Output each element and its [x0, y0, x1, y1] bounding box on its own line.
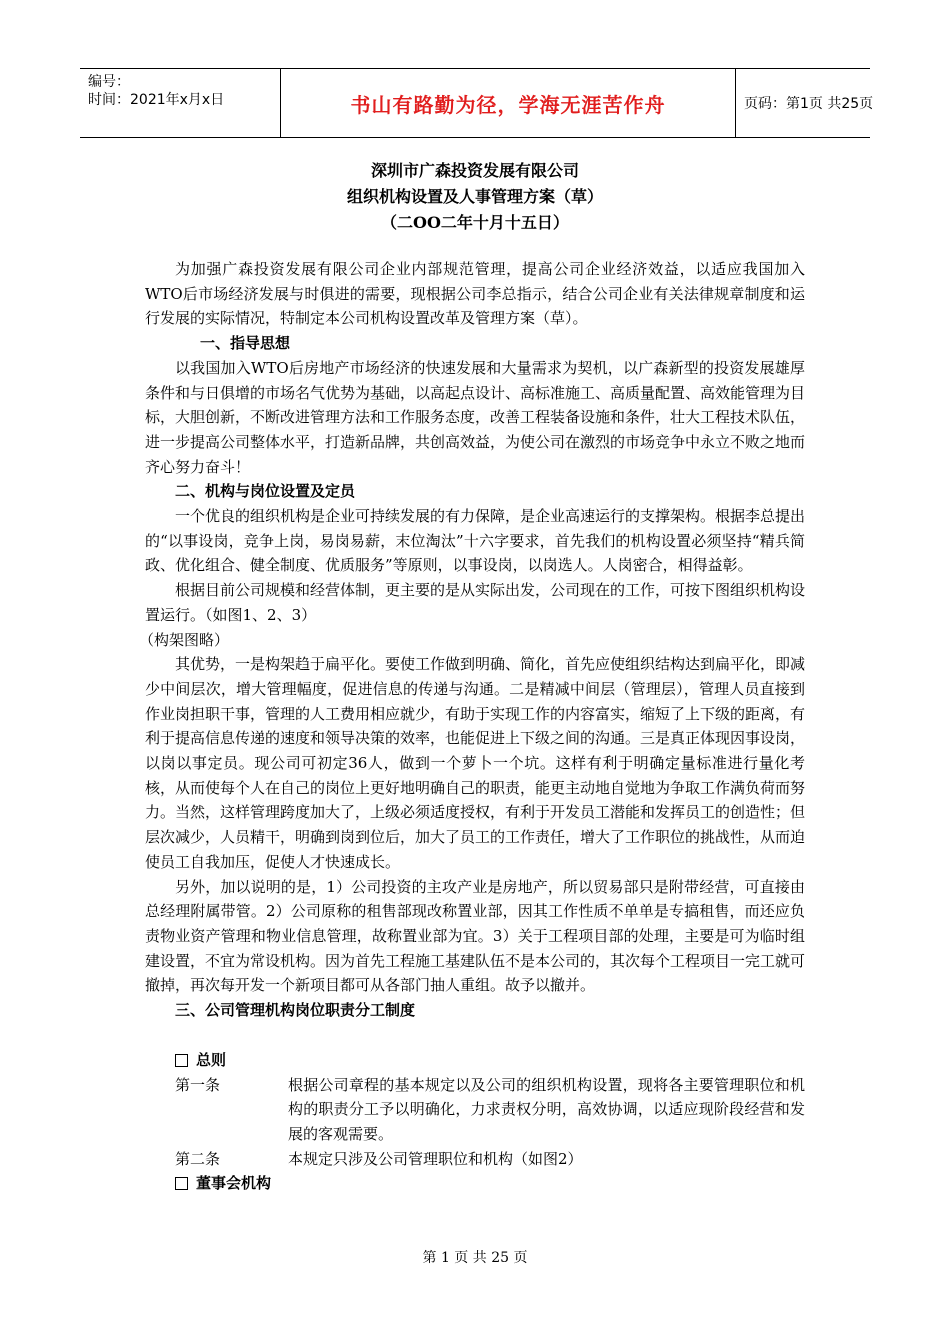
article-label: 第二条	[175, 1149, 221, 1168]
article-label: 第一条	[175, 1075, 221, 1094]
paragraph: 一个优良的组织机构是企业可持续发展的有力保障，是企业高速运行的支撑架构。根据李总提出的“以事设岗，竞争上岗，易岗易薪，末位淘汰”十六字要求，首先我们的机构设置必须坚持“精兵简政、优化组合、健全制度、优质服务”等原则，以事设岗，以岗选人。人岗密合，相得益彰。	[145, 507, 806, 575]
page-info: 页码：第1页 共25页	[744, 96, 874, 112]
section-heading-1: 一、指导思想	[200, 334, 291, 353]
document-date: （二OO二年十月十五日）	[381, 213, 569, 232]
section-heading-3: 三、公司管理机构岗位职责分工制度	[175, 1001, 416, 1020]
document-title: 组织机构设置及人事管理方案（草）	[346, 187, 603, 206]
paragraph: 其优势，一是构架趋于扁平化。要使工作做到明确、简化，首先应使组织结构达到扁平化，即减少中间层次，增大管理幅度，促进信息的传递与沟通。二是精减中间层（管理层），管理人员直接到作业岗担职干事，管理的人工费用相应就少，有助于实现工作的内容富实，缩短了上下级的距离，有利于提高信息传递的速度和领导决策的效率，也能促进上下级之间的沟通。三是真正体现因事设岗，以岗以事定员。现公司可初定36人，做到一个萝卜一个坑。这样有利于明确定量标准进行量化考核，从而使每个人在自己的岗位上更好地明确自己的职责，能更主动地自觉地为争取工作满负荷而努力。当然，这样管理跨度加大了，上级必须适度授权，有利于开发员工潜能和发挥员工的创造性；但层次减少，人员精干，明确到岗到位后，加大了员工的工作责任，增大了工作职位的挑战性，从而迫使员工自我加压，促使人才快速成长。	[145, 655, 806, 871]
article-text: 本规定只涉及公司管理职位和机构（如图2）	[288, 1149, 583, 1168]
intro-paragraph: 为加强广森投资发展有限公司企业内部规范管理，提高公司企业经济效益，以适应我国加入WTO后市场经济发展与时俱进的需要，现根据公司李总指示，结合公司企业有关法律规章制度和运行发展的实际情况，特制定本公司机构设置改革及管理方案（草）。	[145, 260, 805, 328]
article-text: 根据公司章程的基本规定以及公司的组织机构设置，现将各主要管理职位和机构的职责分工予以明确化，力求责权分明，高效协调，以适应现阶段经营和发展的客观需要。	[288, 1075, 805, 1143]
page-footer: 第 1 页 共 25 页	[422, 1250, 528, 1266]
checkbox-square-icon	[175, 1177, 188, 1190]
paragraph: 以我国加入WTO后房地产市场经济的快速发展和大量需求为契机，以广森新型的投资发展雄厚条件和与日俱增的市场名气优势为基础，以高起点设计、高标准施工、高质量配置、高效能管理为目标，大胆创新，不断改进管理方法和工作服务态度，改善工程装备设施和条件，壮大工程技术队伍，进一步提高公司整体水平，打造新品牌，共创高效益，为使公司在激烈的市场竞争中永立不败之地而齐心努力奋斗！	[145, 358, 806, 476]
subsection-general	[175, 1048, 805, 1073]
document-header	[80, 68, 874, 138]
section-heading-2: 二、机构与岗位设置及定员	[175, 482, 356, 501]
motto-text: 书山有路勤为径，学海无涯苦作舟	[350, 92, 666, 117]
header-motto-cell	[281, 69, 736, 137]
paragraph: （构架图略）	[139, 630, 230, 649]
article-1	[175, 1073, 805, 1147]
checkbox-square-icon	[175, 1054, 188, 1067]
paragraph: 另外，加以说明的是，1）公司投资的主攻产业是房地产，所以贸易部只是附带经营，可直接由总经理附属带管。2）公司原称的租售部现改称置业部，因其工作性质不单单是专搞租售，而还应负责物业资产管理和物业信息管理，故称置业部为宜。3）关于工程项目部的处理，主要是可为临时组建设置，不宜为常设机构。因为首先工程施工基建队伍不是本公司的，其次每个工程项目一完工就可撤掉，再次每开发一个新项目都可从各部门抽人重组。故予以撤并。	[145, 877, 806, 995]
document-body	[139, 257, 806, 1196]
company-title: 深圳市广森投资发展有限公司	[370, 161, 579, 180]
time-label: 时间：2021年x月x日	[88, 92, 225, 108]
subsection-board	[175, 1171, 805, 1196]
subsection-title: 总则	[196, 1050, 227, 1069]
subsection-title: 董事会机构	[196, 1174, 272, 1193]
number-label: 编号：	[88, 74, 130, 90]
header-meta-cell	[80, 69, 281, 137]
header-page-cell	[736, 69, 874, 137]
paragraph: 根据目前公司规模和经营体制，更主要的是从实际出发，公司现在的工作，可按下图组织机构设置运行。（如图1、2、3）	[145, 581, 806, 624]
article-2	[175, 1147, 805, 1172]
